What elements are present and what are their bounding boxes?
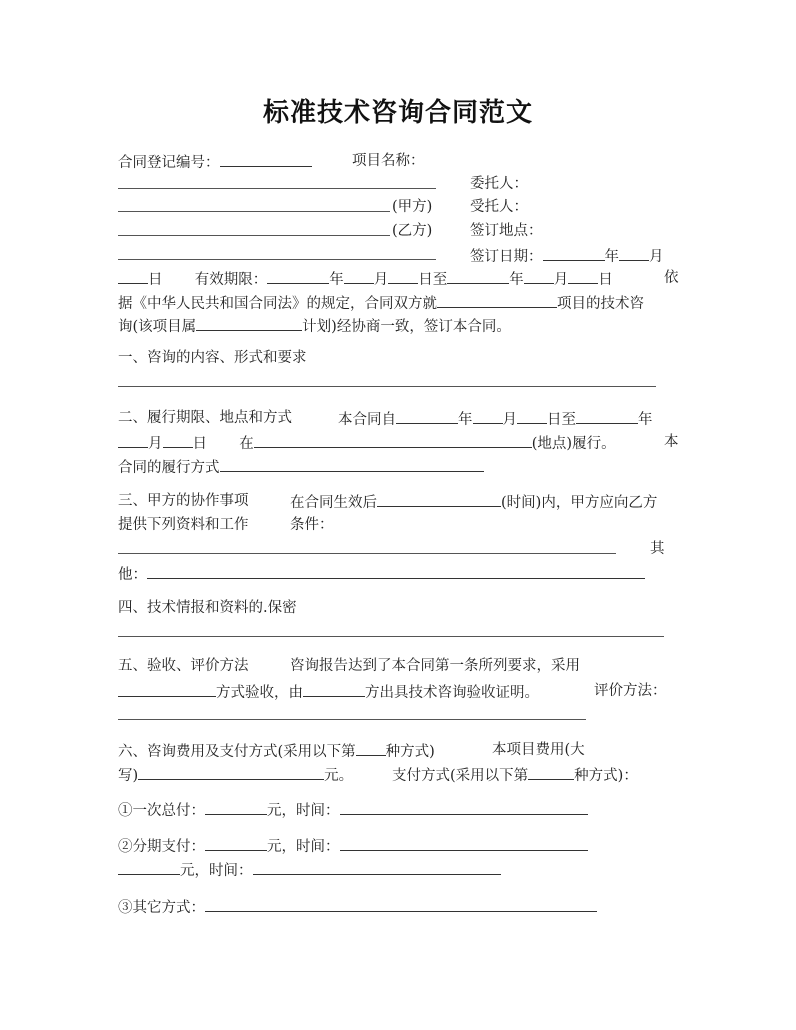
option-2-line2	[118, 859, 501, 881]
section-2-place	[118, 432, 616, 454]
party-cert-blank[interactable]	[303, 681, 365, 697]
section-6-kind: 种方式)	[385, 744, 435, 760]
finish-month-blank[interactable]	[118, 432, 148, 448]
address-blank[interactable]	[118, 259, 436, 260]
section-2-start: 本合同自	[338, 412, 396, 428]
party-b-label: (乙方)	[392, 223, 433, 239]
registration-label: 合同登记编号：	[118, 155, 220, 171]
section-6-title-line	[118, 740, 435, 762]
registration-blank[interactable]	[220, 151, 312, 167]
fee-amount-blank[interactable]	[138, 764, 324, 780]
option-3-blank[interactable]	[205, 896, 597, 912]
sign-date-label: 签订日期：	[470, 249, 543, 265]
option-3-label: ③其它方式：	[118, 900, 205, 916]
option-1-time-blank[interactable]	[340, 799, 588, 815]
method-label: 合同的履行方式	[118, 460, 220, 476]
year-char: 年	[638, 412, 653, 428]
intro-plan-text: 询(该项目属	[118, 319, 197, 335]
section-2-method	[118, 456, 484, 478]
sign-year-blank[interactable]	[543, 245, 605, 261]
year-char: 年	[604, 249, 619, 265]
intro-text-end: 项目的技术咨	[557, 296, 644, 312]
option-1-amount-blank[interactable]	[205, 799, 267, 815]
year-char: 年	[329, 272, 344, 288]
payment-kind-blank[interactable]	[356, 740, 386, 756]
day-char: 日	[192, 436, 207, 452]
payment-method-label: 支付方式(采用以下第	[392, 768, 529, 784]
section-3-line2: 提供下列资料和工作	[118, 517, 249, 533]
section-3-text	[290, 491, 657, 513]
fee-label: 本项目费用(大	[492, 742, 585, 758]
evaluation-blank[interactable]	[118, 719, 586, 720]
valid-year-blank[interactable]	[267, 268, 329, 284]
intro-plan-end: 计划)经协商一致，签订本合同。	[302, 319, 511, 335]
section-3-conditions: 条件：	[290, 517, 334, 533]
acceptance-method-label: 方式验收，由	[216, 685, 303, 701]
project-name-label: 项目名称：	[352, 153, 425, 169]
end-year-blank[interactable]	[447, 268, 509, 284]
other-label: 他：	[118, 567, 147, 583]
payment-method-line	[392, 764, 638, 786]
until-char: 日至	[547, 412, 576, 428]
until-char: 日至	[418, 272, 448, 288]
party-a-label: (甲方)	[392, 199, 433, 215]
conditions-blank[interactable]	[118, 553, 616, 554]
qi-char: 其	[650, 541, 665, 557]
option-2-amount-blank[interactable]	[205, 835, 267, 851]
registration-number-line	[118, 151, 312, 173]
sign-day-blank[interactable]	[118, 268, 148, 284]
section-6-title: 六、咨询费用及支付方式(采用以下第	[118, 744, 356, 760]
option-1-line	[118, 799, 588, 821]
section-2-period	[338, 408, 653, 430]
method-blank[interactable]	[220, 456, 484, 472]
zai-char: 在	[239, 436, 254, 452]
month-char: 月	[148, 436, 163, 452]
month-char: 月	[373, 272, 389, 288]
document-title: 标准技术咨询合同范文	[262, 98, 533, 128]
fee-yuan: 元。	[324, 768, 354, 784]
place-blank[interactable]	[254, 432, 532, 448]
section-1-title: 一、咨询的内容、形式和要求	[118, 350, 307, 366]
option-2-label: ②分期支付：	[118, 839, 205, 855]
start-month-blank[interactable]	[473, 408, 503, 424]
section-5-title: 五、验收、评价方法	[118, 658, 249, 674]
intro-line-1	[118, 292, 644, 314]
section-2-title: 二、履行期限、地点和方式	[118, 410, 292, 426]
finish-day-blank[interactable]	[163, 432, 193, 448]
client-label: 委托人：	[470, 176, 528, 192]
payment-method-blank[interactable]	[528, 764, 574, 780]
valid-period-label: 有效期限：	[194, 272, 268, 288]
month-char: 月	[553, 272, 569, 288]
ben-char: 本	[664, 434, 679, 450]
certificate-label: 方出具技术咨询验收证明。	[365, 685, 539, 701]
finish-year-blank[interactable]	[576, 408, 638, 424]
option-1-label: ①一次总付：	[118, 803, 205, 819]
year-char: 年	[509, 272, 524, 288]
valid-day-blank[interactable]	[388, 268, 418, 284]
intro-text: 据《中华人民共和国合同法》的规定，合同双方就	[118, 296, 437, 312]
start-day-blank[interactable]	[517, 408, 547, 424]
validity-line	[118, 268, 613, 290]
end-day-blank[interactable]	[568, 268, 598, 284]
option-2b-time-blank[interactable]	[253, 859, 501, 875]
option-2b-amount-blank[interactable]	[118, 859, 180, 875]
section-3-time: (时间)内，甲方应向乙方	[501, 495, 658, 511]
section-4-title: 四、技术情报和资料的.保密	[118, 600, 297, 616]
fee-line	[118, 764, 353, 786]
sign-place-label: 签订地点：	[470, 223, 543, 239]
other-blank[interactable]	[147, 563, 645, 579]
fee-xie: 写)	[118, 768, 139, 784]
party-a-blank[interactable]	[118, 211, 390, 212]
intro-line-2	[118, 315, 511, 337]
section-4-blank[interactable]	[118, 636, 664, 637]
time-blank[interactable]	[377, 491, 501, 507]
section-5-text: 咨询报告达到了本合同第一条所列要求，采用	[290, 658, 580, 674]
section-3-other	[118, 563, 645, 585]
yuan-time-label: 元，时间：	[267, 839, 340, 855]
payment-method-kind: 种方式)：	[574, 768, 638, 784]
day-char: 日	[148, 272, 163, 288]
option-3-line	[118, 896, 597, 918]
month-char: 月	[649, 249, 664, 265]
section-5-line2	[118, 681, 539, 703]
option-2-line	[118, 835, 588, 857]
day-char: 日	[598, 272, 613, 288]
yuan-time-label: 元，时间：	[267, 803, 340, 819]
project-blank[interactable]	[437, 292, 557, 308]
project-name-blank[interactable]	[118, 188, 436, 189]
evaluation-label: 评价方法：	[594, 683, 667, 699]
place-label: (地点)履行。	[531, 436, 616, 452]
section-3-lead: 在合同生效后	[290, 495, 377, 511]
acceptance-method-blank[interactable]	[118, 681, 216, 697]
end-month-blank[interactable]	[524, 268, 554, 284]
start-year-blank[interactable]	[396, 408, 458, 424]
sign-month-blank[interactable]	[619, 245, 649, 261]
year-char: 年	[458, 412, 473, 428]
section-3-title: 三、甲方的协作事项	[118, 493, 249, 509]
party-b-blank[interactable]	[118, 235, 390, 236]
valid-month-blank[interactable]	[344, 268, 374, 284]
consultant-label: 受托人：	[470, 199, 528, 215]
option-2-time-blank[interactable]	[340, 835, 588, 851]
section-1-blank[interactable]	[118, 386, 656, 387]
month-char: 月	[502, 412, 517, 428]
yuan-time-label: 元，时间：	[180, 863, 253, 879]
plan-blank[interactable]	[196, 315, 302, 331]
sign-date-line	[470, 245, 664, 267]
yi-char: 依	[664, 270, 679, 286]
